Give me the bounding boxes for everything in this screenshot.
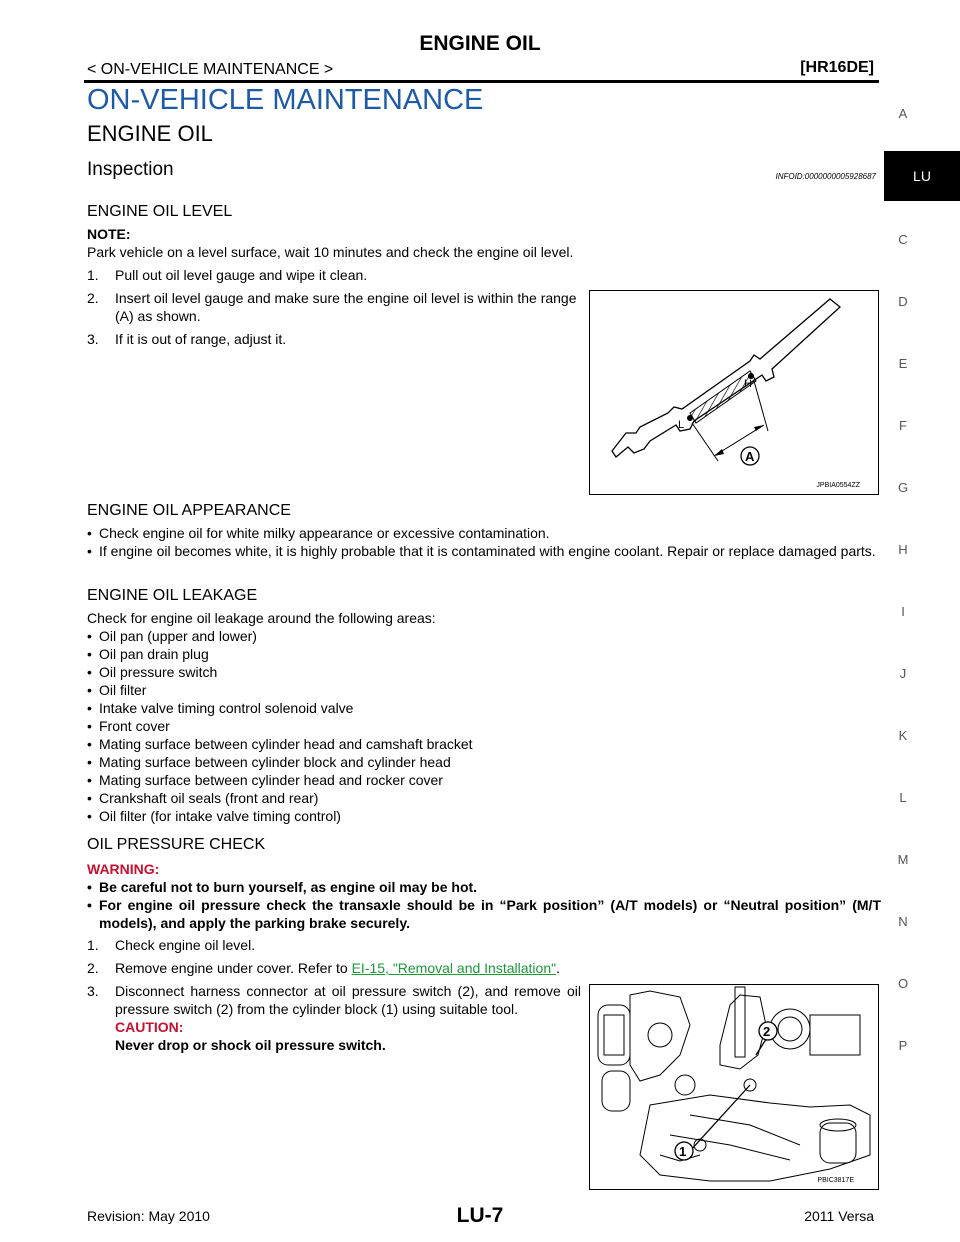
- list-item: • Oil pan (upper and lower): [87, 627, 881, 645]
- footer-model: 2011 Versa: [804, 1208, 874, 1224]
- header-rule: [84, 80, 879, 83]
- footer-revision: Revision: May 2010: [87, 1208, 210, 1224]
- label-2: 2: [763, 1024, 771, 1039]
- side-index-tab[interactable]: J: [899, 666, 907, 681]
- list-item: [87, 524, 881, 542]
- label-1: 1: [679, 1144, 687, 1159]
- bullet-text: Mating surface between cylinder head and camshaft bracket: [99, 736, 473, 752]
- bullet-text: Front cover: [99, 718, 170, 734]
- step-text: Remove engine under cover. Refer to EI-15, "Removal and Installation".: [115, 960, 560, 976]
- list-item: • Intake valve timing control solenoid valve: [87, 699, 881, 717]
- header-title: ENGINE OIL: [419, 32, 541, 55]
- step-text: Pull out oil level gauge and wipe it clean.: [115, 267, 368, 283]
- info-id: INFOID:0000000005928687: [775, 172, 876, 181]
- caution-label: CAUTION:: [115, 1019, 184, 1035]
- side-index-tab[interactable]: M: [897, 852, 909, 867]
- bullet-text: Mating surface between cylinder block and cylinder head: [99, 754, 451, 770]
- side-index-tab[interactable]: N: [898, 914, 908, 929]
- list-item: • Mating surface between cylinder block and cylinder head: [87, 753, 881, 771]
- bullet-text: Mating surface between cylinder head and rocker cover: [99, 772, 443, 788]
- step-text: If it is out of range, adjust it.: [115, 331, 287, 347]
- dipstick-figure: [589, 290, 879, 495]
- step-number: 1.: [87, 267, 99, 283]
- list-item: • Mating surface between cylinder head and camshaft bracket: [87, 735, 881, 753]
- side-index-tab[interactable]: I: [901, 604, 905, 619]
- step-number: 3.: [87, 331, 99, 347]
- side-index-tab[interactable]: H: [898, 542, 908, 557]
- footer-page-number: LU-7: [456, 1204, 504, 1227]
- label-a: A: [745, 449, 755, 464]
- level-step-3: [87, 330, 587, 348]
- side-index-tab[interactable]: C: [898, 232, 908, 247]
- level-step-1: [87, 266, 587, 284]
- level-heading: ENGINE OIL LEVEL: [87, 203, 233, 220]
- appearance-heading: ENGINE OIL APPEARANCE: [87, 502, 291, 519]
- side-index: [884, 0, 960, 1242]
- bullet: •: [87, 525, 92, 541]
- side-index-tab[interactable]: P: [898, 1038, 908, 1053]
- bullet-text: Oil pan (upper and lower): [99, 628, 257, 644]
- warning-text: Be careful not to burn yourself, as engine oil may be hot.: [99, 879, 478, 895]
- bullet-text: Check engine oil for white milky appearance or excessive contamination.: [99, 525, 550, 541]
- list-item: • Crankshaft oil seals (front and rear): [87, 789, 881, 807]
- bullet: •: [87, 543, 92, 559]
- side-index-tab[interactable]: L: [899, 790, 907, 805]
- side-index-tab-active[interactable]: LU: [884, 151, 960, 201]
- list-item: • Oil pan drain plug: [87, 645, 881, 663]
- section-title: ON-VEHICLE MAINTENANCE: [87, 84, 484, 116]
- pressure-step-2: [87, 959, 787, 977]
- list-item: • Mating surface between cylinder head and rocker cover: [87, 771, 881, 789]
- warning-item: • Be careful not to burn yourself, as engine oil may be hot.: [87, 878, 881, 896]
- leakage-heading: ENGINE OIL LEAKAGE: [87, 587, 258, 604]
- header-engine: [HR16DE]: [800, 59, 874, 76]
- step-number: 2.: [87, 290, 99, 306]
- figure-caption: JPBIA0554ZZ: [816, 482, 860, 489]
- side-index-tab[interactable]: O: [897, 976, 909, 991]
- bullet-text: Oil filter: [99, 682, 147, 698]
- bullet-text: Oil pressure switch: [99, 664, 218, 680]
- bullet-text: If engine oil becomes white, it is highly probable that it is contaminated with engine coolant. Repair or replace damaged parts.: [99, 543, 876, 559]
- list-item: • Oil filter (for intake valve timing control): [87, 807, 881, 825]
- list-item: • Front cover: [87, 717, 881, 735]
- inspection-title: Inspection: [87, 159, 174, 180]
- caution-text: Never drop or shock oil pressure switch.: [115, 1037, 386, 1053]
- leakage-intro: Check for engine oil leakage around the following areas:: [87, 610, 436, 626]
- step-number: 3.: [87, 983, 99, 999]
- side-index-tab[interactable]: E: [898, 356, 908, 371]
- figure-caption: PBIC3817E: [817, 1177, 854, 1184]
- level-note-label: NOTE:: [87, 226, 131, 242]
- dipstick-illustration: [590, 291, 878, 494]
- side-index-tab[interactable]: G: [897, 480, 909, 495]
- pressure-heading: OIL PRESSURE CHECK: [87, 836, 266, 853]
- list-item: • Oil filter: [87, 681, 881, 699]
- list-item: • Oil pressure switch: [87, 663, 881, 681]
- step-text: Insert oil level gauge and make sure the engine oil level is within the range (A) as shown.: [115, 290, 577, 324]
- header-section: < ON-VEHICLE MAINTENANCE >: [87, 61, 334, 78]
- side-index-tab[interactable]: A: [898, 106, 908, 121]
- step-text: Disconnect harness connector at oil pressure switch (2), and remove oil pressure switch (2) from the cylinder block (1) using suitable tool. CAUTION: Never drop or shock oil pressure switch.: [115, 983, 581, 1053]
- side-index-tab[interactable]: D: [898, 294, 908, 309]
- step-text: Check engine oil level.: [115, 937, 256, 953]
- warning-label: WARNING:: [87, 861, 160, 877]
- pressure-step-3: [87, 982, 587, 1072]
- level-note-text: Park vehicle on a level surface, wait 10 minutes and check the engine oil level.: [87, 244, 574, 260]
- bullet-text: Oil pan drain plug: [99, 646, 209, 662]
- sub-title: ENGINE OIL: [87, 121, 213, 146]
- engine-block-illustration: [590, 985, 878, 1189]
- list-item: [87, 542, 881, 578]
- warning-text: For engine oil pressure check the transaxle should be in “Park position” (A/T models) or “Neutral position” (M/T models), and apply the parking brake securely.: [99, 897, 881, 931]
- bullet-text: Intake valve timing control solenoid valve: [99, 700, 354, 716]
- warning-item: • For engine oil pressure check the transaxle should be in “Park position” (A/T models) or “Neutral position” (M/T models), and apply the parking brake securely.: [87, 897, 881, 931]
- bullet-text: Oil filter (for intake valve timing control): [99, 808, 341, 824]
- removal-installation-link[interactable]: EI-15, "Removal and Installation": [351, 960, 557, 976]
- level-step-2: [87, 289, 587, 325]
- pressure-step-1: [87, 936, 787, 954]
- side-index-tab[interactable]: K: [898, 728, 908, 743]
- label-h: H: [744, 378, 752, 390]
- step-number: 2.: [87, 960, 99, 976]
- engine-figure: [589, 984, 879, 1190]
- side-index-tab[interactable]: F: [899, 418, 907, 433]
- bullet-text: Crankshaft oil seals (front and rear): [99, 790, 319, 806]
- step-number: 1.: [87, 937, 99, 953]
- label-l: L: [678, 419, 685, 431]
